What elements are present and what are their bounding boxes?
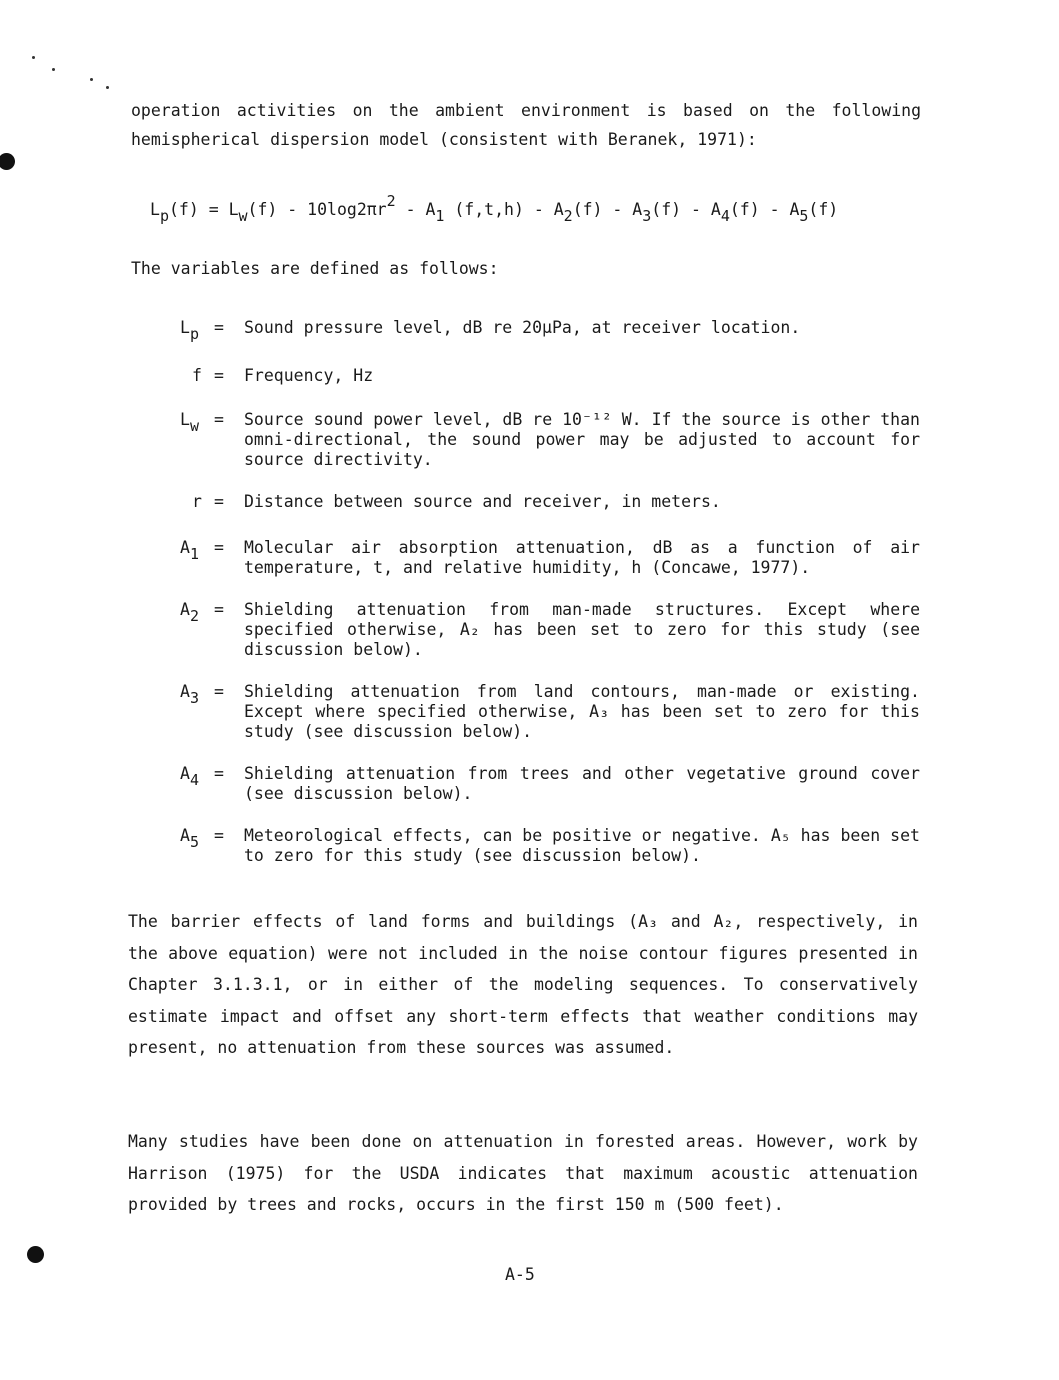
variable-symbol: $A_4$ <box>180 764 199 789</box>
definition-row: $A_2$ = Shielding attenuation from man-made structures. Except where specified otherwise, A₂ has been set to zero for this study (see discussion below). <box>180 600 920 659</box>
intro-paragraph: operation activities on the ambient environment is based on the following hemispherical dispersion model (consistent with Beranek, 1971): <box>131 101 921 149</box>
definition-row: $A_3$ = Shielding attenuation from land contours, man-made or existing. Except where specified otherwise, A₃ has been set to zero for this study (see discussion below). <box>180 682 920 741</box>
definition-row: $L_w$ = Source sound power level, dB re 10⁻¹² W. If the source is other than omni-directional, the sound power may be adjusted to account for source directivity. <box>180 410 920 469</box>
definition-text: Shielding attenuation from trees and other vegetative ground cover (see discussion below). <box>244 764 920 803</box>
barrier-paragraph: The barrier effects of land forms and buildings (A₃ and A₂, respectively, in the above equation) were not included in the noise contour figures presented in Chapter 3.1.3.1, or in either of the modeling sequences. To conservatively estimate impact and offset any short-term effects that weather conditions may present, no attenuation from these sources was assumed. <box>128 912 918 1057</box>
definition-text: Shielding attenuation from man-made structures. Except where specified otherwise, A₂ has been set to zero for this study (see discussion below). <box>244 600 920 659</box>
punch-hole <box>27 1246 44 1263</box>
definition-text: Sound pressure level, dB re 20μPa, at receiver location. <box>244 318 801 337</box>
definition-text: Source sound power level, dB re 10⁻¹² W. If the source is other than omni-directional, the sound power may be adjusted to account for source directivity. <box>244 410 920 469</box>
variable-symbol: $A_3$ <box>180 682 199 707</box>
definition-text: Frequency, Hz <box>244 366 374 385</box>
scan-speck <box>106 86 109 89</box>
definition-row: $A_4$ = Shielding attenuation from trees and other vegetative ground cover (see discussion below). <box>180 764 920 803</box>
definition-row: r = Distance between source and receiver, in meters. <box>180 492 920 512</box>
variable-symbol: $A_1$ <box>180 538 199 563</box>
definition-text: Molecular air absorption attenuation, dB as a function of air temperature, t, and relative humidity, h (Concawe, 1977). <box>244 538 920 577</box>
scan-speck <box>90 78 93 81</box>
definition-row: $L_p$ = Sound pressure level, dB re 20μPa, at receiver location. <box>180 318 920 344</box>
definition-row: f = Frequency, Hz <box>180 366 920 386</box>
definition-text: Shielding attenuation from land contours, man-made or existing. Except where specified otherwise, A₃ has been set to zero for this study (see discussion below). <box>244 682 920 741</box>
scan-speck <box>32 56 35 59</box>
variable-symbol: $A_2$ <box>180 600 199 625</box>
variable-symbol: r <box>192 492 202 511</box>
page-number: A-5 <box>505 1265 535 1284</box>
scan-speck <box>52 68 55 71</box>
definition-row: $A_1$ = Molecular air absorption attenuation, dB as a function of air temperature, t, and relative humidity, h (Concawe, 1977). <box>180 538 920 577</box>
variable-symbol: f <box>192 366 202 385</box>
definition-text: Distance between source and receiver, in meters. <box>244 492 721 511</box>
definitions-list <box>180 318 920 884</box>
variable-symbol: $L_p$ <box>180 318 199 343</box>
definition-row: $A_5$ = Meteorological effects, can be positive or negative. A₅ has been set to zero for this study (see discussion below). <box>180 826 920 865</box>
dispersion-equation: $L_p(f) = L_w(f) - 10\log 2\pi r^2 - A_1$ $(f,t,h) - A_2(f) - A_3(f) - A_4(f) - A_5(f)$ <box>150 192 839 225</box>
definition-text: Meteorological effects, can be positive or negative. A₅ has been set to zero for this study (see discussion below). <box>244 826 920 865</box>
variable-symbol: $L_w$ <box>180 410 199 435</box>
variable-symbol: $A_5$ <box>180 826 199 851</box>
variables-heading: The variables are defined as follows: <box>131 259 499 278</box>
punch-hole <box>0 153 15 170</box>
forest-paragraph: Many studies have been done on attenuation in forested areas. However, work by Harrison (1975) for the USDA indicates that maximum acoustic attenuation provided by trees and rocks, occurs in the first 150 m (500 feet). <box>128 1132 918 1214</box>
